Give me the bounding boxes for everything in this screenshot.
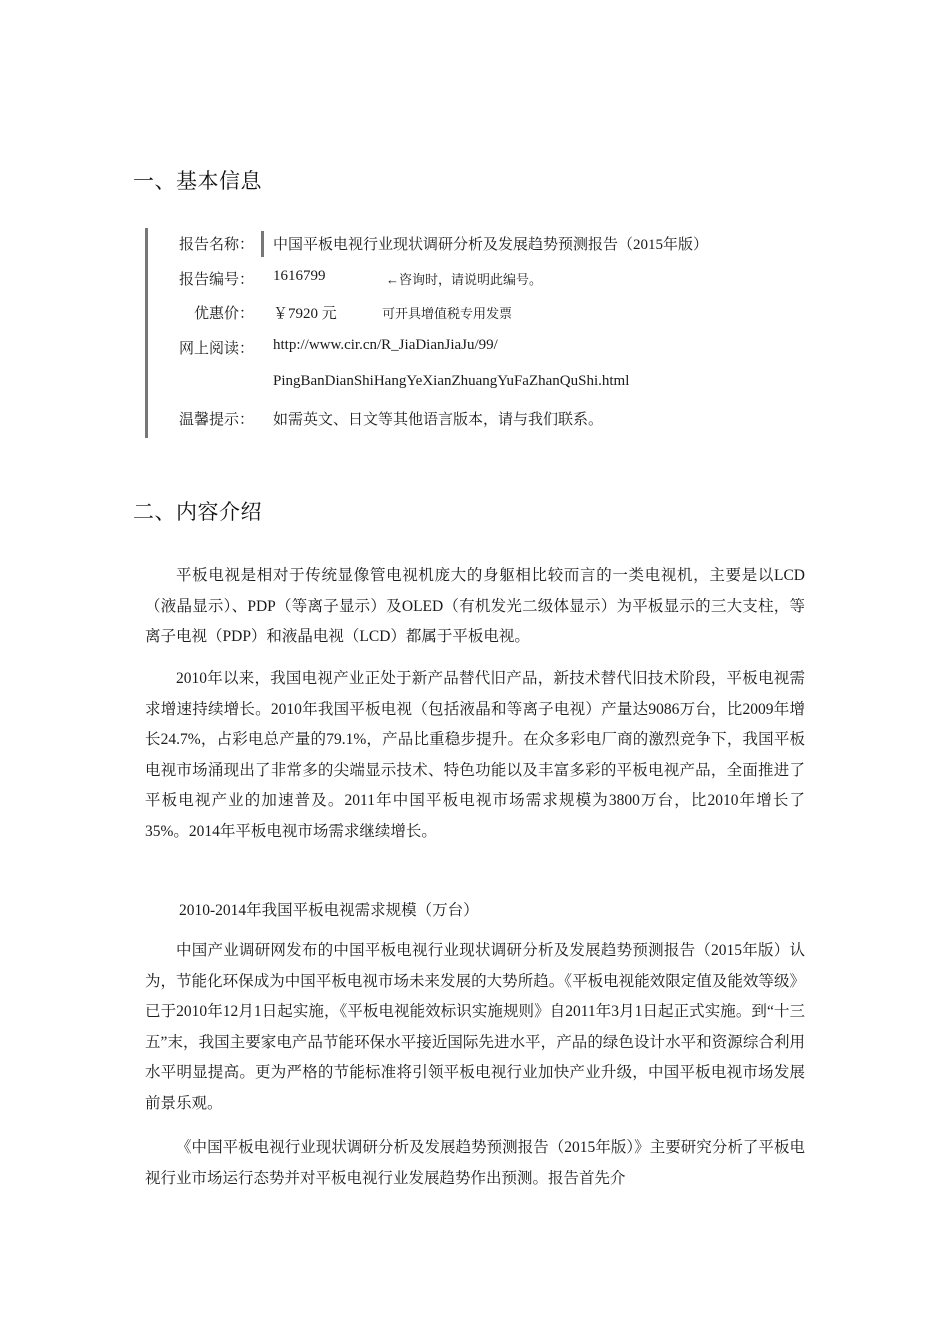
content-paragraph-3: 中国产业调研网发布的中国平板电视行业现状调研分析及发展趋势预测报告（2015年版）认为，节能化环保成为中国平板电视市场未来发展的大势所趋。《平板电视能效限定值及能效等级》已于2010年12月1日起实施，《平板电视能效标识实施规则》自2011年3月1日起正式实施。到“十三五”末，我国主要家电产品节能环保水平接近国际先进水平，产品的绿色设计水平和资源综合利用水平明显提高。更为严格的节能标准将引领平板电视行业加快产业升级，中国平板电视市场发展前景乐观。: [145, 942, 805, 1112]
report-name-marker: [261, 231, 264, 257]
section-title-content: 二、内容介绍: [133, 500, 262, 524]
online-read-label: 网上阅读：: [178, 341, 254, 357]
report-code-label: 报告编号：: [178, 272, 254, 288]
basic-info-box: [145, 228, 808, 438]
online-read-link-line1[interactable]: http://www.cir.cn/R_JiaDianJiaJu/99/: [273, 337, 498, 353]
price-label: 优惠价：: [193, 306, 254, 322]
content-paragraph-4: 《中国平板电视行业现状调研分析及发展趋势预测报告（2015年版）》主要研究分析了平板电视行业市场运行态势并对平板电视行业发展趋势作出预测。报告首先介: [145, 1139, 805, 1187]
online-read-link-line2[interactable]: PingBanDianShiHangYeXianZhuangYuFaZhanQuShi.html: [273, 373, 630, 389]
section-title-basic-info: 一、基本信息: [133, 169, 262, 193]
report-code-value: 1616799: [273, 268, 326, 284]
tip-label: 温馨提示：: [178, 412, 254, 428]
tip-value: 如需英文、日文等其他语言版本，请与我们联系。: [273, 412, 604, 428]
info-row-code: [168, 268, 543, 289]
report-name-label: 报告名称：: [178, 237, 254, 253]
price-note: 可开具增值税专用发票: [382, 306, 513, 321]
info-row-tip: [168, 408, 604, 429]
info-row-url: [168, 337, 498, 358]
report-name-value: 中国平板电视行业现状调研分析及发展趋势预测报告（2015年版）: [273, 237, 709, 253]
content-paragraph-1: 平板电视是相对于传统显像管电视机庞大的身躯相比较而言的一类电视机，主要是以LCD（液晶显示）、PDP（等离子显示）及OLED（有机发光二级体显示）为平板显示的三大支柱，等离子电视（PDP）和液晶电视（LCD）都属于平板电视。: [145, 567, 805, 645]
content-paragraph-2: 2010年以来，我国电视产业正处于新产品替代旧产品，新技术替代旧技术阶段，平板电视需求增速持续增长。2010年我国平板电视（包括液晶和等离子电视）产量达9086万台，比2009年增长24.7%，占彩电总产量的79.1%，产品比重稳步提升。在众多彩电厂商的激烈竞争下，我国平板电视市场涌现出了非常多的尖端显示技术、特色功能以及丰富多彩的平板电视产品，全面推进了平板电视产业的加速普及。2011年中国平板电视市场需求规模为3800万台，比2010年增长了35%。2014年平板电视市场需求继续增长。: [145, 670, 805, 840]
info-row-name: [168, 233, 709, 254]
report-code-note: ←咨询时，请说明此编号。: [386, 272, 543, 287]
info-row-price: [168, 302, 513, 323]
info-row-url-cont: [168, 373, 630, 390]
chart-caption: 2010-2014年我国平板电视需求规模（万台）: [179, 902, 479, 919]
price-value: ￥7920 元: [273, 306, 337, 322]
